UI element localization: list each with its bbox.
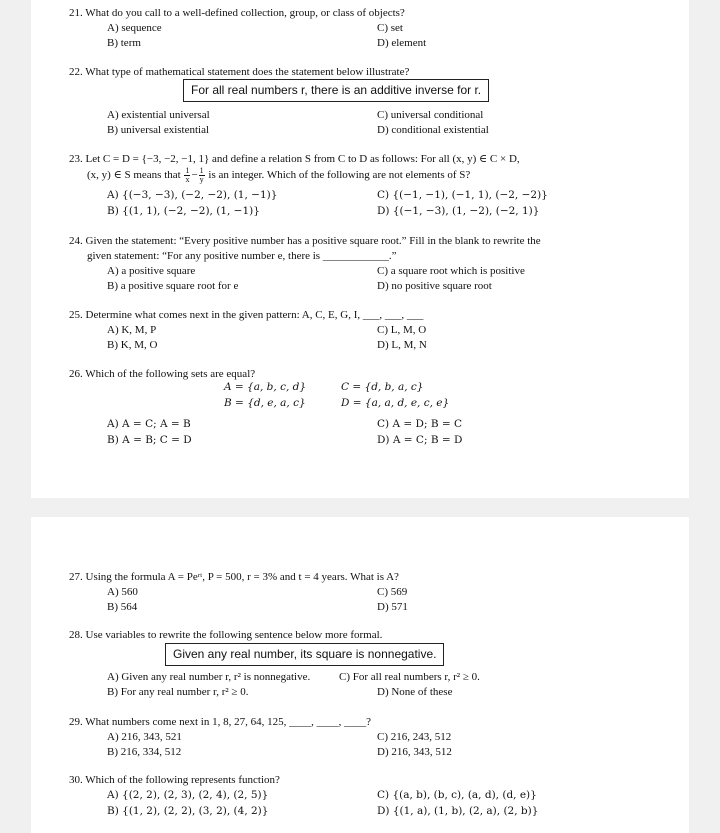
question-stem-line-1: 23. Let C = D = {−3, −2, −1, 1} and define a relation S from C to D as follows: For all (x, y) ∈ C × D, [69, 153, 520, 165]
option-c: C) a square root which is positive [377, 265, 525, 277]
set-c-definition: C = {d, b, a, c} [341, 381, 424, 393]
option-a: A) 560 [107, 586, 138, 598]
numerator: 1 [185, 166, 190, 175]
question-28 [69, 628, 629, 698]
question-29 [69, 715, 629, 758]
option-d: D) A = C; B = D [377, 434, 463, 446]
sentence-box: Given any real number, its square is nonnegative. [165, 643, 444, 666]
option-b: B) universal existential [107, 124, 210, 136]
set-d-definition: D = {a, a, d, e, c, e} [341, 397, 450, 409]
option-d: D) {(−1, −3), (1, −2), (−2, 1)} [377, 205, 540, 217]
question-stem: 21. What do you call to a well-defined collection, group, or class of objects? [69, 7, 405, 19]
minus-sign: − [191, 169, 198, 182]
option-a: A) A = C; A = B [107, 418, 191, 430]
option-b: B) term [107, 37, 141, 49]
option-c: C) {(−1, −1), (−1, 1), (−2, −2)} [377, 189, 548, 201]
option-d: D) no positive square root [377, 280, 492, 292]
page-1 [31, 0, 689, 498]
question-stem: 25. Determine what comes next in the given pattern: A, C, E, G, I, ___, ___, ___ [69, 309, 424, 321]
set-b-definition: B = {d, e, a, c} [224, 397, 306, 409]
option-b: B) {(1, 2), (2, 2), (3, 2), (4, 2)} [107, 805, 269, 817]
stem-text: is an integer. Which of the following are not elements of S? [208, 169, 471, 182]
option-b: B) 216, 334, 512 [107, 746, 182, 758]
option-a: A) Given any real number r, r² is nonnegative. [107, 671, 311, 683]
set-a-definition: A = {a, b, c, d} [224, 381, 307, 393]
option-a: A) a positive square [107, 265, 196, 277]
question-26 [69, 367, 629, 446]
question-stem-line-2: given statement: “For any positive number e, there is ____________.” [87, 250, 397, 262]
option-c: C) set [377, 22, 403, 34]
option-a: A) {(−3, −3), (−2, −2), (1, −1)} [107, 189, 278, 201]
option-b: B) {(1, 1), (−2, −2), (1, −1)} [107, 205, 260, 217]
option-c: C) {(a, b), (b, c), (a, d), (d, e)} [377, 789, 537, 801]
question-stem: 29. What numbers come next in 1, 8, 27, 64, 125, ____, ____, ____? [69, 716, 371, 728]
option-b: B) a positive square root for e [107, 280, 239, 292]
question-stem-line-1: 24. Given the statement: “Every positive number has a positive square root.” Fill in the blank to rewrite the [69, 235, 541, 247]
option-d: D) conditional existential [377, 124, 489, 136]
option-c: C) universal conditional [377, 109, 484, 121]
option-c: C) 216, 243, 512 [377, 731, 452, 743]
option-a: A) sequence [107, 22, 162, 34]
denominator: x [185, 175, 190, 184]
option-b: B) K, M, O [107, 339, 158, 351]
option-c: C) A = D; B = C [377, 418, 463, 430]
option-a: A) existential universal [107, 109, 210, 121]
option-b: B) For any real number r, r² ≥ 0. [107, 686, 249, 698]
option-d: D) {(1, a), (1, b), (2, a), (2, b)} [377, 805, 539, 817]
option-b: B) 564 [107, 601, 138, 613]
question-stem: 22. What type of mathematical statement does the statement below illustrate? [69, 66, 410, 78]
question-stem: 27. Using the formula A = Peʳᵗ, P = 500, r = 3% and t = 4 years. What is A? [69, 571, 399, 583]
page-2 [31, 517, 689, 833]
question-30 [69, 773, 629, 817]
option-a: A) {(2, 2), (2, 3), (2, 4), (2, 5)} [107, 789, 269, 801]
question-stem: 26. Which of the following sets are equal? [69, 368, 256, 380]
question-25 [69, 308, 629, 351]
question-stem: 28. Use variables to rewrite the following sentence below more formal. [69, 629, 383, 641]
fraction-1-over-x [184, 167, 190, 184]
question-21 [69, 6, 629, 49]
statement-box: For all real numbers r, there is an additive inverse for r. [183, 79, 489, 102]
option-b: B) A = B; C = D [107, 434, 192, 446]
numerator: 1 [199, 166, 204, 175]
option-d: D) element [377, 37, 427, 49]
option-d: D) 571 [377, 601, 408, 613]
option-d: D) L, M, N [377, 339, 427, 351]
question-22 [69, 65, 629, 136]
fraction-1-over-y [199, 167, 205, 184]
option-a: A) K, M, P [107, 324, 157, 336]
option-a: A) 216, 343, 521 [107, 731, 182, 743]
question-23 [69, 152, 629, 217]
option-c: C) For all real numbers r, r² ≥ 0. [339, 671, 480, 683]
question-stem: 30. Which of the following represents function? [69, 774, 280, 786]
option-c: C) 569 [377, 586, 408, 598]
option-d: D) 216, 343, 512 [377, 746, 452, 758]
question-27 [69, 570, 629, 613]
question-stem-line-2 [69, 167, 629, 184]
question-24 [69, 234, 629, 292]
option-c: C) L, M, O [377, 324, 427, 336]
stem-text: (x, y) ∈ S means that [87, 169, 181, 182]
option-d: D) None of these [377, 686, 453, 698]
denominator: y [199, 175, 204, 184]
